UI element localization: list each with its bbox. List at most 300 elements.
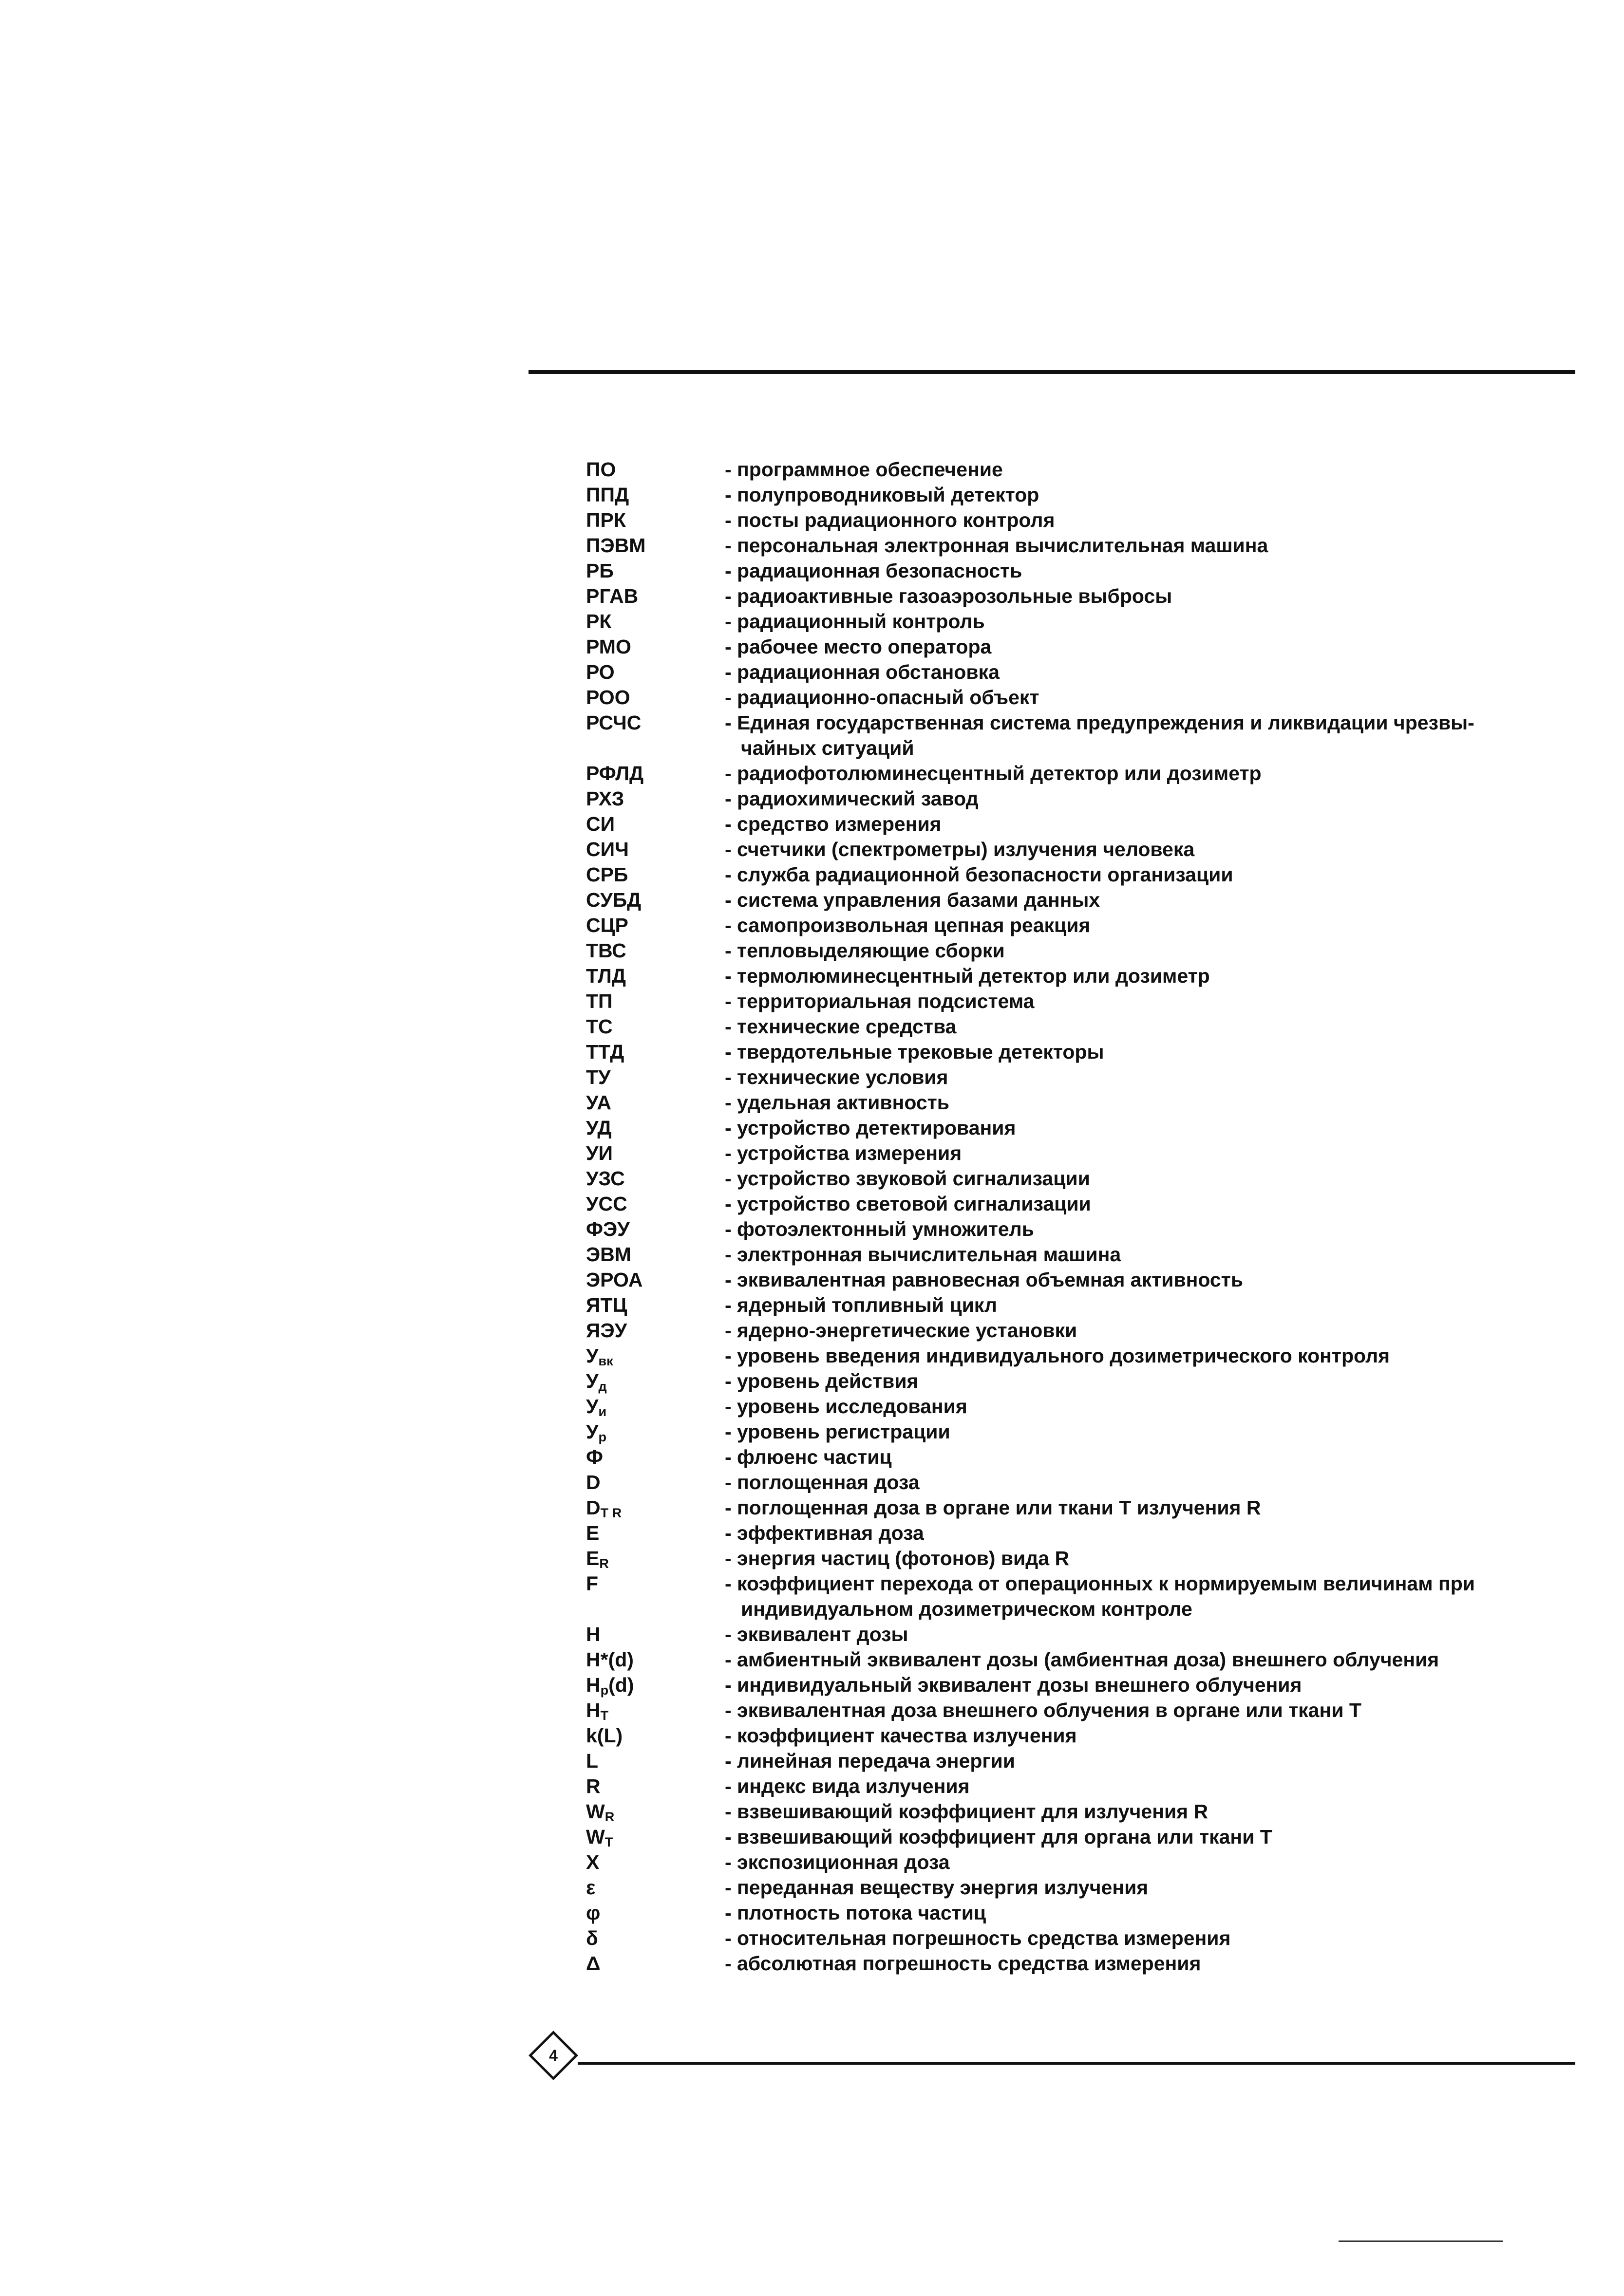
abbreviation-definition (725, 583, 1172, 609)
abbreviation-term (586, 1622, 725, 1647)
abbreviation-definition (725, 457, 1003, 482)
definition-line: - технические условия (725, 1066, 948, 1088)
abbreviation-definition (725, 1140, 962, 1166)
abbreviation-term (586, 1824, 725, 1849)
abbreviation-definition (725, 634, 991, 659)
abbreviation-term (586, 1495, 725, 1520)
abbreviation-definition (725, 1039, 1104, 1064)
abbreviation-row (586, 1723, 1475, 1748)
abbreviation-term-base: E (586, 1547, 600, 1569)
abbreviation-term-base: ППД (586, 484, 629, 506)
abbreviation-row (586, 1343, 1475, 1368)
definition-line: - фотоэлектонный умножитель (725, 1218, 1034, 1240)
abbreviation-term-base: УЗС (586, 1167, 625, 1190)
abbreviation-row (586, 1773, 1475, 1799)
definition-line: - удельная активность (725, 1091, 949, 1114)
abbreviation-row (586, 989, 1475, 1014)
abbreviation-definition (725, 558, 1022, 583)
abbreviation-definition (725, 507, 1055, 533)
abbreviation-definition (725, 482, 1039, 507)
abbreviation-row (586, 811, 1475, 837)
definition-line: - уровень действия (725, 1370, 919, 1392)
abbreviation-row (586, 1875, 1475, 1900)
abbreviation-row (586, 1925, 1475, 1951)
abbreviation-row (586, 1115, 1475, 1140)
abbreviation-term-base: РК (586, 610, 612, 633)
abbreviation-row (586, 761, 1475, 786)
definition-line: - тепловыделяющие сборки (725, 939, 1005, 962)
definition-line: - поглощенная доза в органе или ткани T излучения R (725, 1496, 1261, 1519)
abbreviation-term (586, 1951, 725, 1976)
abbreviation-row (586, 1368, 1475, 1394)
abbreviation-definition (725, 963, 1210, 989)
abbreviation-term-base: РГАВ (586, 585, 639, 607)
abbreviation-term-base: ЭРОА (586, 1269, 643, 1291)
abbreviation-definition (725, 1394, 967, 1419)
abbreviation-term-base: УСС (586, 1193, 627, 1215)
abbreviation-row (586, 913, 1475, 938)
abbreviation-term (586, 609, 725, 634)
abbreviation-definition (725, 1115, 1016, 1140)
definition-line: - эквивалентная доза внешнего облучения в органе или ткани T (725, 1699, 1361, 1721)
abbreviation-term (586, 659, 725, 685)
abbreviation-row (586, 1419, 1475, 1444)
abbreviation-definition (725, 761, 1262, 786)
abbreviation-term-base: D (586, 1496, 601, 1519)
definition-line: - взвешивающий коэффициент для органа или ткани T (725, 1826, 1272, 1848)
abbreviation-term (586, 1242, 725, 1267)
abbreviation-term-subscript: R (599, 1556, 609, 1571)
abbreviation-term (586, 1216, 725, 1242)
abbreviation-term-subscript: T (600, 1708, 609, 1723)
abbreviation-term (586, 1064, 725, 1090)
abbreviation-definition (725, 1343, 1390, 1368)
definition-line: - радиационная безопасность (725, 560, 1022, 582)
abbreviation-term-base: ТЛД (586, 965, 626, 987)
abbreviation-term (586, 1419, 725, 1444)
abbreviation-definition (725, 1723, 1077, 1748)
abbreviation-term-subscript: T (604, 1835, 613, 1849)
abbreviation-term-base: СИЧ (586, 838, 629, 860)
abbreviation-definition (725, 1698, 1361, 1723)
abbreviation-term-subscript: R (604, 1810, 615, 1824)
footer-rule (578, 2062, 1575, 2065)
abbreviation-definition (725, 1216, 1034, 1242)
abbreviation-row (586, 1318, 1475, 1343)
abbreviation-definition (725, 1824, 1272, 1849)
abbreviation-term (586, 533, 725, 558)
definition-line: - абсолютная погрешность средства измерения (725, 1952, 1201, 1975)
abbreviation-term (586, 1166, 725, 1191)
abbreviation-definition (725, 811, 942, 837)
abbreviation-term-base: РОО (586, 686, 630, 709)
definition-line: - твердотельные трековые детекторы (725, 1041, 1104, 1063)
definition-line: - индекс вида излучения (725, 1775, 970, 1797)
abbreviation-term-base: СРБ (586, 863, 628, 886)
abbreviation-definition (725, 1090, 949, 1115)
abbreviation-definition (725, 1951, 1201, 1976)
abbreviation-term (586, 1900, 725, 1925)
abbreviation-term (586, 811, 725, 837)
abbreviation-term-subscript: вк (598, 1354, 613, 1368)
abbreviation-term (586, 1115, 725, 1140)
abbreviation-term-suffix: (d) (608, 1674, 634, 1696)
abbreviation-row (586, 1039, 1475, 1064)
abbreviation-term (586, 1647, 725, 1672)
definition-line: - счетчики (спектрометры) излучения человека (725, 838, 1195, 860)
abbreviation-term-base: H*(d) (586, 1648, 634, 1671)
abbreviation-term-base: У (586, 1395, 599, 1418)
abbreviation-term-base: РФЛД (586, 762, 644, 784)
abbreviation-term-subscript: р (598, 1430, 607, 1444)
abbreviation-definition (725, 1875, 1148, 1900)
abbreviation-term (586, 1773, 725, 1799)
definition-line: - служба радиационной безопасности организации (725, 863, 1233, 886)
abbreviation-definition (725, 1368, 918, 1394)
abbreviation-term-base: ε (586, 1876, 596, 1899)
abbreviation-row (586, 1470, 1475, 1495)
definition-line: - электронная вычислительная машина (725, 1243, 1121, 1266)
abbreviation-term (586, 1470, 725, 1495)
abbreviation-term (586, 1090, 725, 1115)
abbreviation-term-subscript: д (598, 1379, 607, 1394)
abbreviation-row (586, 457, 1475, 482)
definition-line: - полупроводниковый детектор (725, 484, 1039, 506)
abbreviation-term (586, 963, 725, 989)
abbreviation-term (586, 1292, 725, 1318)
abbreviation-row (586, 1064, 1475, 1090)
abbreviation-term-base: ТТД (586, 1041, 624, 1063)
abbreviation-term (586, 1520, 725, 1546)
abbreviation-term (586, 1267, 725, 1292)
abbreviation-definition (725, 1064, 948, 1090)
abbreviation-term (586, 1191, 725, 1216)
abbreviation-row (586, 710, 1475, 761)
abbreviation-row (586, 1520, 1475, 1546)
abbreviation-term-base: ПЭВМ (586, 534, 646, 557)
definition-line: - линейная передача энергии (725, 1750, 1015, 1772)
abbreviation-definition (725, 1191, 1091, 1216)
abbreviation-definition (725, 710, 1474, 761)
abbreviation-definition (725, 1292, 997, 1318)
abbreviation-row (586, 1824, 1475, 1849)
abbreviation-term (586, 1849, 725, 1875)
abbreviation-definition (725, 1242, 1121, 1267)
abbreviation-definition (725, 1571, 1475, 1622)
abbreviation-list (586, 457, 1475, 1976)
footer-short-rule (1339, 2240, 1503, 2242)
abbreviation-term (586, 1014, 725, 1039)
definition-line: - флюенс частиц (725, 1446, 892, 1468)
abbreviation-term-base: УД (586, 1117, 612, 1139)
abbreviation-term-base: ЯЭУ (586, 1319, 627, 1342)
abbreviation-term-base: УА (586, 1091, 612, 1114)
abbreviation-row (586, 1267, 1475, 1292)
abbreviation-row (586, 1951, 1475, 1976)
abbreviation-term-base: ТУ (586, 1066, 611, 1088)
abbreviation-term (586, 1723, 725, 1748)
definition-line: - устройства измерения (725, 1142, 962, 1164)
abbreviation-term (586, 1318, 725, 1343)
abbreviation-row (586, 685, 1475, 710)
abbreviation-term-base: X (586, 1851, 600, 1873)
abbreviation-term (586, 1039, 725, 1064)
abbreviation-definition (725, 609, 985, 634)
abbreviation-term-base: k(L) (586, 1724, 623, 1747)
definition-line: - термолюминесцентный детектор или дозиметр (725, 965, 1210, 987)
abbreviation-definition (725, 837, 1194, 862)
abbreviation-row (586, 609, 1475, 634)
abbreviation-term-base: Δ (586, 1952, 601, 1975)
abbreviation-term (586, 507, 725, 533)
abbreviation-row (586, 659, 1475, 685)
abbreviation-term (586, 1698, 725, 1723)
abbreviation-definition (725, 1925, 1230, 1951)
definition-line: - амбиентный эквивалент дозы (амбиентная доза) внешнего облучения (725, 1648, 1439, 1671)
abbreviation-term (586, 583, 725, 609)
abbreviation-definition (725, 1799, 1208, 1824)
definition-line: - программное обеспечение (725, 458, 1003, 481)
definition-line: - посты радиационного контроля (725, 509, 1055, 531)
abbreviation-row (586, 1849, 1475, 1875)
header-rule (529, 370, 1575, 374)
abbreviation-term (586, 710, 725, 735)
abbreviation-definition (725, 1166, 1090, 1191)
abbreviation-definition (725, 685, 1039, 710)
abbreviation-row (586, 1090, 1475, 1115)
definition-line: - радиационный контроль (725, 610, 985, 633)
abbreviation-row (586, 1166, 1475, 1191)
abbreviation-term (586, 558, 725, 583)
abbreviation-row (586, 1622, 1475, 1647)
definition-line: - плотность потока частиц (725, 1902, 986, 1924)
abbreviation-term-base: РО (586, 661, 615, 683)
abbreviation-row (586, 1672, 1475, 1698)
abbreviation-term-base: ФЭУ (586, 1218, 630, 1240)
abbreviation-term (586, 1343, 725, 1368)
abbreviation-row (586, 1191, 1475, 1216)
abbreviation-term-base: РБ (586, 560, 614, 582)
abbreviation-row (586, 1495, 1475, 1520)
abbreviation-definition (725, 1622, 908, 1647)
abbreviation-row (586, 1799, 1475, 1824)
definition-line: - переданная веществу энергия излучения (725, 1876, 1149, 1899)
abbreviation-definition (725, 1546, 1069, 1571)
abbreviation-definition (725, 1495, 1261, 1520)
abbreviation-term (586, 786, 725, 811)
abbreviation-term-base: СИ (586, 813, 615, 835)
abbreviation-term-base: РХЗ (586, 787, 624, 810)
definition-line: - взвешивающий коэффициент для излучения R (725, 1800, 1209, 1823)
definition-line: - самопроизвольная цепная реакция (725, 914, 1091, 936)
abbreviation-term-base: D (586, 1471, 601, 1493)
abbreviation-row (586, 1216, 1475, 1242)
abbreviation-row (586, 634, 1475, 659)
abbreviation-term-subscript: и (598, 1404, 607, 1419)
abbreviation-term-base: ТВС (586, 939, 626, 962)
definition-line: - экспозиционная доза (725, 1851, 950, 1873)
abbreviation-term (586, 761, 725, 786)
abbreviation-row (586, 507, 1475, 533)
abbreviation-term (586, 1546, 725, 1571)
abbreviation-term-base: УИ (586, 1142, 613, 1164)
abbreviation-term (586, 685, 725, 710)
definition-line: - поглощенная доза (725, 1471, 920, 1493)
abbreviation-term (586, 989, 725, 1014)
abbreviation-row (586, 583, 1475, 609)
abbreviation-term-base: У (586, 1370, 599, 1392)
abbreviation-term-base: L (586, 1750, 599, 1772)
abbreviation-definition (725, 1849, 950, 1875)
abbreviation-term-base: R (586, 1775, 601, 1797)
abbreviation-definition (725, 1267, 1243, 1292)
abbreviation-row (586, 1546, 1475, 1571)
abbreviation-row (586, 1140, 1475, 1166)
abbreviation-definition (725, 1900, 986, 1925)
definition-line: - радиофотолюминесцентный детектор или дозиметр (725, 762, 1262, 784)
abbreviation-term (586, 887, 725, 913)
abbreviation-row (586, 887, 1475, 913)
abbreviation-term-base: ТП (586, 990, 613, 1012)
abbreviation-definition (725, 862, 1233, 887)
definition-line: - персональная электронная вычислительная машина (725, 534, 1268, 557)
abbreviation-row (586, 1698, 1475, 1723)
abbreviation-row (586, 1748, 1475, 1773)
abbreviation-term (586, 1748, 725, 1773)
abbreviation-term-base: W (586, 1826, 605, 1848)
definition-line: - радиоактивные газоаэрозольные выбросы (725, 585, 1172, 607)
abbreviation-term (586, 1140, 725, 1166)
definition-line: - территориальная подсистема (725, 990, 1035, 1012)
abbreviation-term-subscript: T R (600, 1506, 622, 1520)
abbreviation-row (586, 963, 1475, 989)
abbreviation-term-base: У (586, 1344, 599, 1367)
definition-line: - Единая государственная система предупреждения и ликвидации чрезвы- (725, 711, 1474, 734)
abbreviation-term (586, 1444, 725, 1470)
abbreviation-row (586, 1394, 1475, 1419)
definition-line: чайных ситуаций (741, 737, 914, 759)
abbreviation-term-subscript: p (600, 1683, 609, 1698)
abbreviation-term (586, 1799, 725, 1824)
abbreviation-definition (725, 1773, 970, 1799)
abbreviation-term (586, 1875, 725, 1900)
abbreviation-term-base: ЭВМ (586, 1243, 631, 1266)
abbreviation-row (586, 1242, 1475, 1267)
definition-line: индивидуальном дозиметрическом контроле (741, 1598, 1192, 1620)
abbreviation-term-base: H (586, 1699, 601, 1721)
abbreviation-term (586, 1394, 725, 1419)
abbreviation-term-base: H (586, 1623, 601, 1645)
definition-line: - устройство детектирования (725, 1117, 1016, 1139)
abbreviation-definition (725, 1647, 1439, 1672)
definition-line: - эффективная доза (725, 1522, 924, 1544)
abbreviation-term (586, 1672, 725, 1698)
abbreviation-row (586, 1444, 1475, 1470)
abbreviation-definition (725, 1748, 1015, 1773)
definition-line: - средство измерения (725, 813, 942, 835)
abbreviation-term-base: У (586, 1420, 599, 1443)
abbreviation-row (586, 938, 1475, 963)
abbreviation-term (586, 862, 725, 887)
definition-line: - радиохимический завод (725, 787, 979, 810)
abbreviation-term (586, 913, 725, 938)
abbreviation-term-base: φ (586, 1902, 601, 1924)
abbreviation-term-base: РСЧС (586, 711, 642, 734)
abbreviation-term-base: ТС (586, 1015, 613, 1038)
definition-line: - уровень регистрации (725, 1420, 950, 1443)
abbreviation-term (586, 1368, 725, 1394)
abbreviation-row (586, 558, 1475, 583)
abbreviation-row (586, 1292, 1475, 1318)
definition-line: - уровень введения индивидуального дозиметрического контроля (725, 1344, 1390, 1367)
abbreviation-definition (725, 659, 1000, 685)
abbreviation-definition (725, 938, 1005, 963)
definition-line: - устройство световой сигнализации (725, 1193, 1091, 1215)
abbreviation-definition (725, 1419, 950, 1444)
abbreviation-term-base: H (586, 1674, 601, 1696)
definition-line: - относительная погрешность средства измерения (725, 1927, 1231, 1949)
abbreviation-term (586, 837, 725, 862)
page-number: 4 (549, 2046, 558, 2064)
definition-line: - радиационно-опасный объект (725, 686, 1039, 709)
abbreviation-term-base: ПРК (586, 509, 626, 531)
abbreviation-definition (725, 786, 979, 811)
abbreviation-term-base: РМО (586, 635, 631, 658)
definition-line: - ядерно-энергетические установки (725, 1319, 1077, 1342)
definition-line: - эквивалент дозы (725, 1623, 908, 1645)
abbreviation-definition (725, 1014, 956, 1039)
abbreviation-row (586, 482, 1475, 507)
abbreviation-term (586, 1571, 725, 1596)
abbreviation-row (586, 1647, 1475, 1672)
abbreviation-row (586, 1014, 1475, 1039)
definition-line: - рабочее место оператора (725, 635, 992, 658)
abbreviation-row (586, 1900, 1475, 1925)
abbreviation-term (586, 634, 725, 659)
definition-line: - технические средства (725, 1015, 957, 1038)
abbreviation-definition (725, 989, 1034, 1014)
abbreviation-definition (725, 887, 1100, 913)
abbreviation-term (586, 938, 725, 963)
abbreviation-term-base: СЦР (586, 914, 628, 936)
abbreviation-term-base: ЯТЦ (586, 1294, 627, 1316)
abbreviation-row (586, 786, 1475, 811)
definition-line: - индивидуальный эквивалент дозы внешнего облучения (725, 1674, 1302, 1696)
definition-line: - система управления базами данных (725, 889, 1100, 911)
abbreviation-term-base: ПО (586, 458, 616, 481)
abbreviation-term-base: F (586, 1572, 599, 1595)
abbreviation-definition (725, 1444, 892, 1470)
abbreviation-definition (725, 1470, 920, 1495)
definition-line: - уровень исследования (725, 1395, 967, 1418)
abbreviation-row (586, 533, 1475, 558)
abbreviation-row (586, 862, 1475, 887)
abbreviation-definition (725, 1520, 924, 1546)
abbreviation-term-base: δ (586, 1927, 598, 1949)
definition-line: - устройство звуковой сигнализации (725, 1167, 1090, 1190)
definition-line: - коэффициент качества излучения (725, 1724, 1077, 1747)
abbreviation-row (586, 837, 1475, 862)
abbreviation-term (586, 482, 725, 507)
abbreviation-definition (725, 533, 1268, 558)
abbreviation-definition (725, 1672, 1302, 1698)
abbreviation-definition (725, 913, 1090, 938)
abbreviation-term (586, 457, 725, 482)
abbreviation-term-base: СУБД (586, 889, 642, 911)
abbreviation-row (586, 1571, 1475, 1622)
definition-line: - ядерный топливный цикл (725, 1294, 997, 1316)
abbreviation-term-base: W (586, 1800, 605, 1823)
